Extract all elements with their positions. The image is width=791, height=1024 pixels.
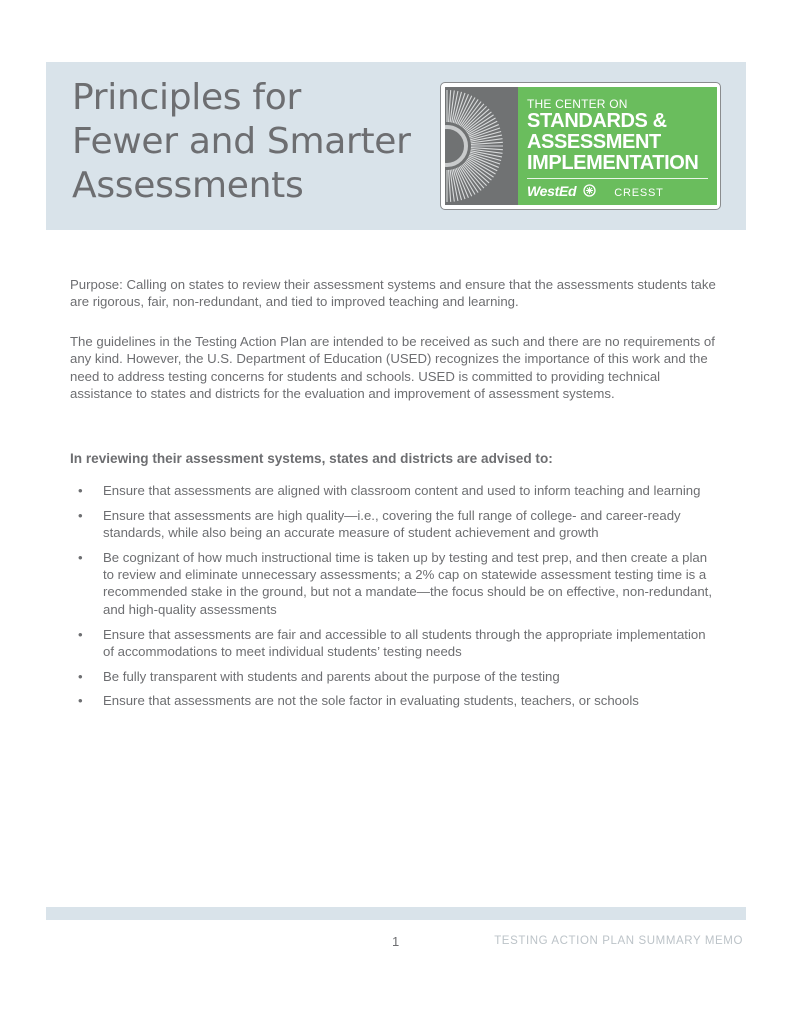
list-item-text: Be fully transparent with students and parents about the purpose of the testing [103, 668, 560, 684]
title-line: Principles for [72, 77, 301, 118]
list-item [78, 507, 718, 542]
sunburst-emblem-icon [445, 87, 519, 205]
list-item [78, 482, 718, 499]
bullet-icon: • [78, 668, 83, 684]
logo-title-line: ASSESSMENT [527, 131, 661, 153]
logo-pretitle: THE CENTER ON [527, 97, 628, 111]
list-item-text: Ensure that assessments are fair and accessible to all students through the appropriate implementation of accommodations to meet individual students’ testing needs [103, 626, 706, 659]
logo-green-panel [518, 87, 717, 205]
title-line: Fewer and Smarter [72, 121, 411, 162]
list-item-text: Ensure that assessments are not the sole factor in evaluating students, teachers, or schools [103, 693, 639, 709]
cresst-wordmark: CRESST [614, 187, 664, 199]
logo-title-line: STANDARDS & [527, 110, 667, 132]
logo-partners [527, 183, 664, 201]
list-item-text: Be cognizant of how much instructional time is taken up by testing and test prep, and then create a plan to review and eliminate unnecessary assessments; a 2% cap on statewide assessment testing time is a recommended stake in the ground, but not a mandate—the focus should be on effective, non-redundant, and high-quality assessments [103, 549, 712, 617]
footer-label: TESTING ACTION PLAN SUMMARY MEMO [494, 935, 743, 947]
bullet-icon: • [78, 483, 83, 498]
wested-mark-icon [583, 184, 596, 197]
logo-divider [527, 178, 708, 179]
section-heading: In reviewing their assessment systems, states and districts are advised to: [70, 451, 553, 466]
page-number: 1 [392, 934, 400, 949]
bullet-icon: • [78, 693, 83, 709]
list-item [78, 668, 718, 685]
guidelines-paragraph: The guidelines in the Testing Action Plan are intended to be received as such and there are no requirements of any kind. However, the U.S. Department of Education (USED) recognizes the importance of this work and the need to address testing concerns for students and schools. USED is committed to providing technical assistance to states and districts for the evaluation and improvement of assessment systems. [70, 334, 715, 401]
purpose-paragraph: Purpose: Calling on states to review their assessment systems and ensure that the assessments students take are rigorous, fair, non-redundant, and tied to improved teaching and learning. [70, 277, 716, 310]
recommendations-list [78, 482, 718, 717]
list-item [78, 626, 718, 661]
wested-wordmark: WestEd [527, 183, 577, 199]
list-item-text: Ensure that assessments are aligned with classroom content and used to inform teaching and learning [103, 483, 701, 498]
logo-title-line: IMPLEMENTATION [527, 152, 699, 174]
title-line: Assessments [72, 165, 304, 206]
list-item [78, 692, 718, 709]
bullet-icon: • [78, 549, 83, 565]
bullet-icon: • [78, 507, 83, 523]
document-title [72, 76, 432, 208]
list-item-text: Ensure that assessments are high quality—i.e., covering the full range of college- and career-ready standards, while also being an accurate measure of student achievement and growth [103, 507, 681, 541]
logo-title [527, 111, 698, 174]
center-logo [440, 82, 721, 210]
footer-band [46, 907, 746, 920]
list-item [78, 549, 718, 618]
bullet-icon: • [78, 626, 83, 642]
